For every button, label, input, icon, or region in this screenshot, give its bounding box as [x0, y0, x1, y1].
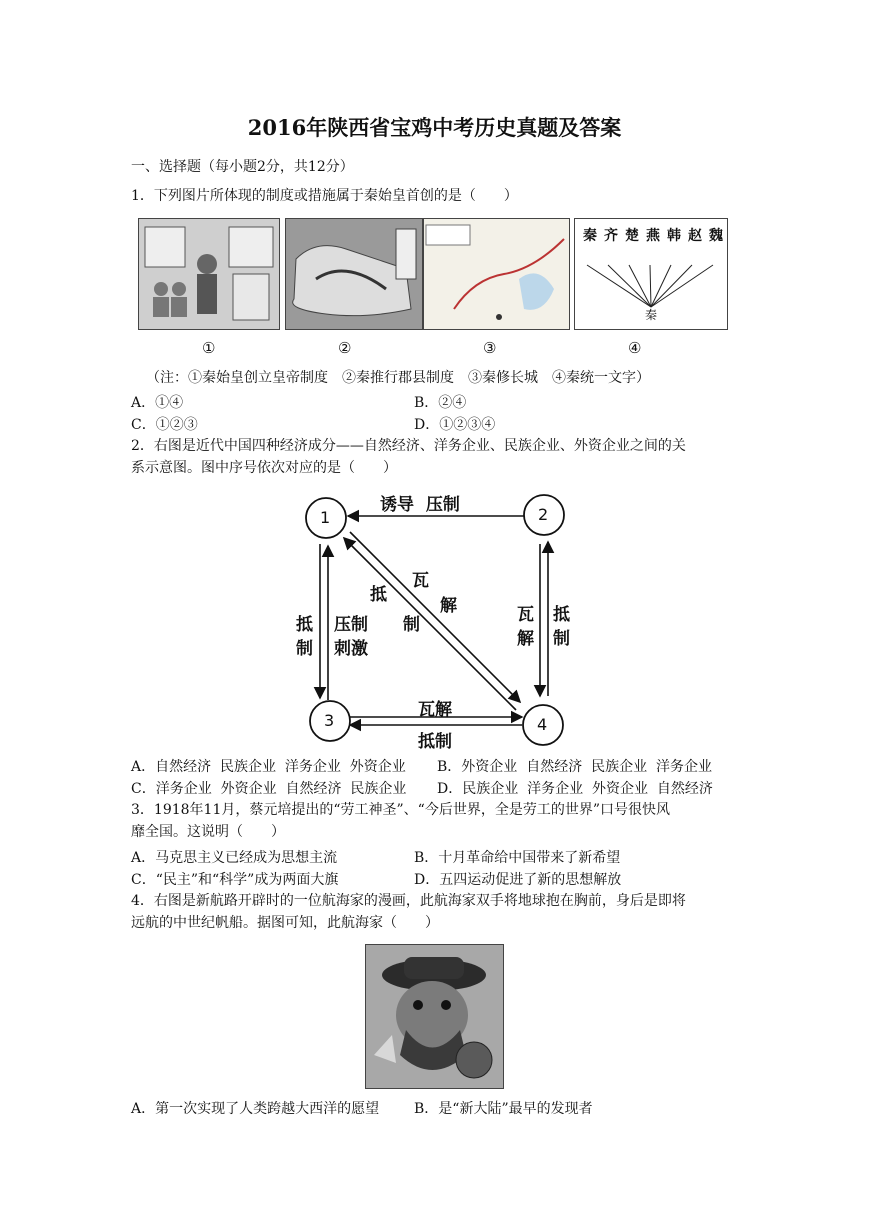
label-top: 诱导 压制	[380, 495, 460, 515]
label-right-inner-2: 解	[517, 629, 534, 649]
q2-option-a[interactable]: A．自然经济 民族企业 洋务企业 外资企业	[131, 759, 406, 775]
arrow-4-to-1	[344, 538, 516, 710]
q1-picture-1	[138, 218, 280, 330]
node-1-label: 1	[320, 508, 331, 527]
page-title: 2016年陕西省宝鸡中考历史真题及答案	[247, 115, 622, 140]
section-header: 一、选择题（每小题2分，共12分）	[131, 159, 354, 175]
state-character: 燕	[646, 228, 660, 244]
pic-label-2: ②	[338, 339, 352, 357]
q2-stem-line1: 2．右图是近代中国四种经济成分——自然经济、洋务企业、民族企业、外资企业之间的关	[131, 438, 686, 454]
q2-stem-line2: 系示意图。图中序号依次对应的是（ ）	[131, 460, 397, 476]
q1-stem: 1．下列图片所体现的制度或措施属于秦始皇首创的是（ ）	[131, 188, 518, 204]
q3-option-b[interactable]: B．十月革命给中国带来了新希望	[414, 850, 621, 866]
q3-option-a[interactable]: A．马克思主义已经成为思想主流	[131, 850, 338, 866]
q1-picture-4	[574, 218, 728, 330]
state-character: 韩	[667, 228, 681, 244]
svg-text:秦: 秦	[644, 308, 658, 322]
node-3-label: 3	[324, 711, 335, 730]
label-left-outer-1: 抵	[296, 615, 313, 635]
pic-label-1: ①	[202, 339, 216, 357]
q2-option-b[interactable]: B．外资企业 自然经济 民族企业 洋务企业	[437, 759, 712, 775]
fan-line	[651, 265, 692, 307]
q1-picture-3	[423, 218, 570, 330]
state-character: 魏	[709, 228, 723, 244]
label-bottom-top: 瓦解	[418, 700, 452, 720]
label-left-inner-1: 压制	[334, 615, 368, 635]
node-2-label: 2	[538, 505, 549, 524]
state-character: 齐	[604, 228, 618, 244]
q3-option-c[interactable]: C．“民主”和“科学”成为两面大旗	[131, 872, 339, 888]
q1-picture-2	[285, 218, 423, 330]
q3-stem-line1: 3．1918年11月，蔡元培提出的“劳工神圣”、“今后世界，全是劳工的世界”口号很快风	[131, 802, 670, 818]
q2-option-d[interactable]: D．民族企业 洋务企业 外资企业 自然经济	[437, 781, 713, 797]
fan-line	[587, 265, 651, 307]
arrow-1-to-4	[350, 532, 520, 702]
state-character: 赵	[688, 228, 702, 244]
label-diag-a-2: 制	[403, 615, 420, 635]
q1-option-c[interactable]: C．①②③	[131, 417, 198, 433]
node-4-label: 4	[537, 715, 548, 734]
fan-line	[650, 265, 651, 307]
q4-option-a[interactable]: A．第一次实现了人类跨越大西洋的愿望	[131, 1101, 380, 1117]
navigator-caricature	[365, 944, 504, 1089]
label-left-inner-2: 刺激	[334, 639, 368, 659]
q4-stem-line1: 4．右图是新航路开辟时的一位航海家的漫画，此航海家双手将地球抱在胸前，身后是即将	[131, 893, 686, 909]
q4-stem-line2: 远航的中世纪帆船。据图可知，此航海家（ ）	[131, 915, 439, 931]
label-diag-b-2: 解	[440, 596, 457, 616]
state-character: 秦	[583, 228, 597, 244]
fan-line	[651, 265, 713, 307]
label-bottom-bottom: 抵制	[418, 732, 452, 752]
relation-diagram	[290, 488, 580, 753]
q4-option-b[interactable]: B．是“新大陆”最早的发现者	[414, 1101, 593, 1117]
fan-line	[608, 265, 651, 307]
q1-option-a[interactable]: A．①④	[131, 395, 184, 411]
label-right-outer-1: 抵	[553, 605, 570, 625]
label-left-outer-2: 制	[296, 639, 313, 659]
q1-option-b[interactable]: B．②④	[414, 395, 467, 411]
q3-stem-line2: 靡全国。这说明（ ）	[131, 824, 285, 840]
q3-option-d[interactable]: D．五四运动促进了新的思想解放	[414, 872, 622, 888]
label-diag-b-1: 瓦	[412, 571, 429, 591]
label-right-inner-1: 瓦	[517, 605, 534, 625]
label-diag-a-1: 抵	[370, 585, 387, 605]
fan-line	[629, 265, 651, 307]
pic-label-3: ③	[483, 339, 497, 357]
label-right-outer-2: 制	[553, 629, 570, 649]
q2-option-c[interactable]: C．洋务企业 外资企业 自然经济 民族企业	[131, 781, 407, 797]
q1-note: （注：①秦始皇创立皇帝制度 ②秦推行郡县制度 ③秦修长城 ④秦统一文字）	[146, 370, 650, 386]
q1-option-d[interactable]: D．①②③④	[414, 417, 496, 433]
state-character: 楚	[625, 228, 639, 244]
pic-label-4: ④	[628, 339, 642, 357]
